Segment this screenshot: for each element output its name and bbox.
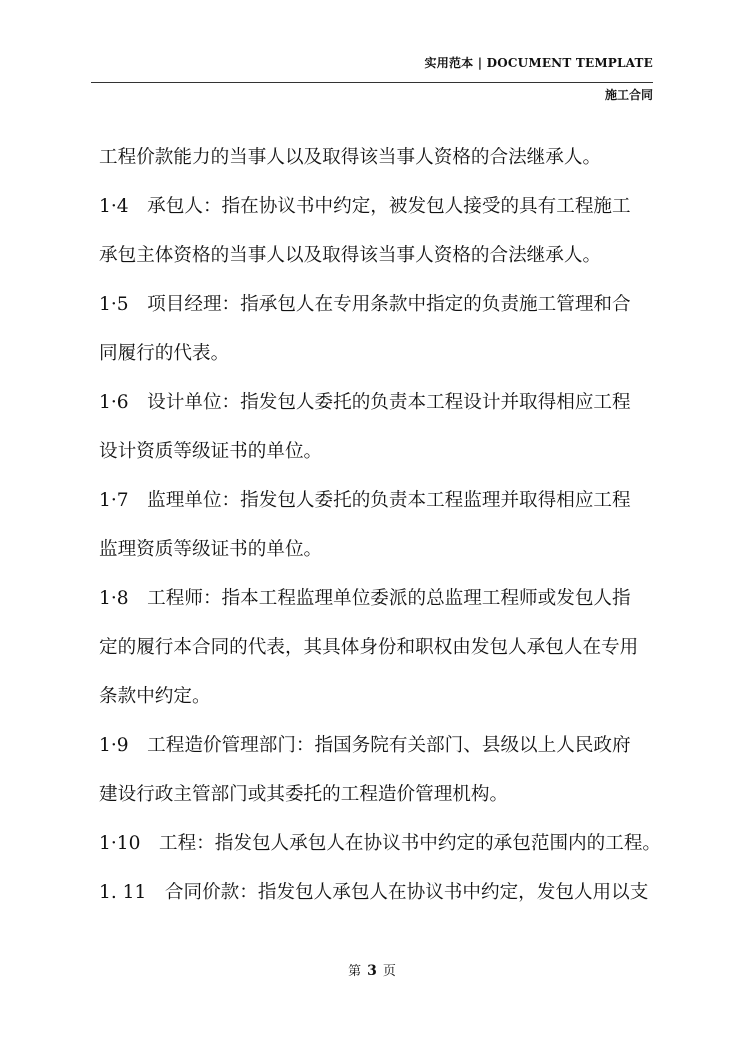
page-number: 3 bbox=[367, 963, 377, 979]
text-line: 同履行的代表。 bbox=[99, 343, 230, 364]
text-line: 1·9 工程造价管理部门：指国务院有关部门、县级以上人民政府 bbox=[99, 735, 631, 756]
text-line: 1·4 承包人：指在协议书中约定，被发包人接受的具有工程施工 bbox=[99, 196, 631, 217]
text-line: 1·5 项目经理：指承包人在专用条款中指定的负责施工管理和合 bbox=[99, 294, 631, 315]
text-line: 条款中约定。 bbox=[99, 686, 211, 707]
text-line: 承包主体资格的当事人以及取得该当事人资格的合法继承人。 bbox=[99, 245, 602, 266]
header-brand: 实用范本 | DOCUMENT TEMPLATE bbox=[424, 56, 653, 70]
text-line: 定的履行本合同的代表，其具体身份和职权由发包人承包人在专用 bbox=[99, 637, 639, 658]
page-prefix: 第 bbox=[348, 964, 362, 979]
text-line: 1·8 工程师：指本工程监理单位委派的总监理工程师或发包人指 bbox=[99, 588, 631, 609]
text-line: 1·6 设计单位：指发包人委托的负责本工程设计并取得相应工程 bbox=[99, 392, 631, 413]
text-line: 1·7 监理单位：指发包人委托的负责本工程监理并取得相应工程 bbox=[99, 490, 631, 511]
text-line: 1. 11 合同价款：指发包人承包人在协议书中约定，发包人用以支 bbox=[99, 882, 649, 903]
text-line: 监理资质等级证书的单位。 bbox=[99, 539, 323, 560]
page-footer bbox=[0, 960, 744, 979]
text-line: 工程价款能力的当事人以及取得该当事人资格的合法继承人。 bbox=[99, 147, 602, 168]
header-subtitle: 施工合同 bbox=[604, 88, 653, 102]
page-suffix: 页 bbox=[382, 964, 396, 979]
text-line: 设计资质等级证书的单位。 bbox=[99, 441, 323, 462]
text-line: 1·10 工程：指发包人承包人在协议书中约定的承包范围内的工程。 bbox=[99, 833, 662, 854]
text-line: 建设行政主管部门或其委托的工程造价管理机构。 bbox=[99, 784, 509, 805]
body-text bbox=[99, 138, 662, 922]
header-divider bbox=[91, 82, 653, 83]
